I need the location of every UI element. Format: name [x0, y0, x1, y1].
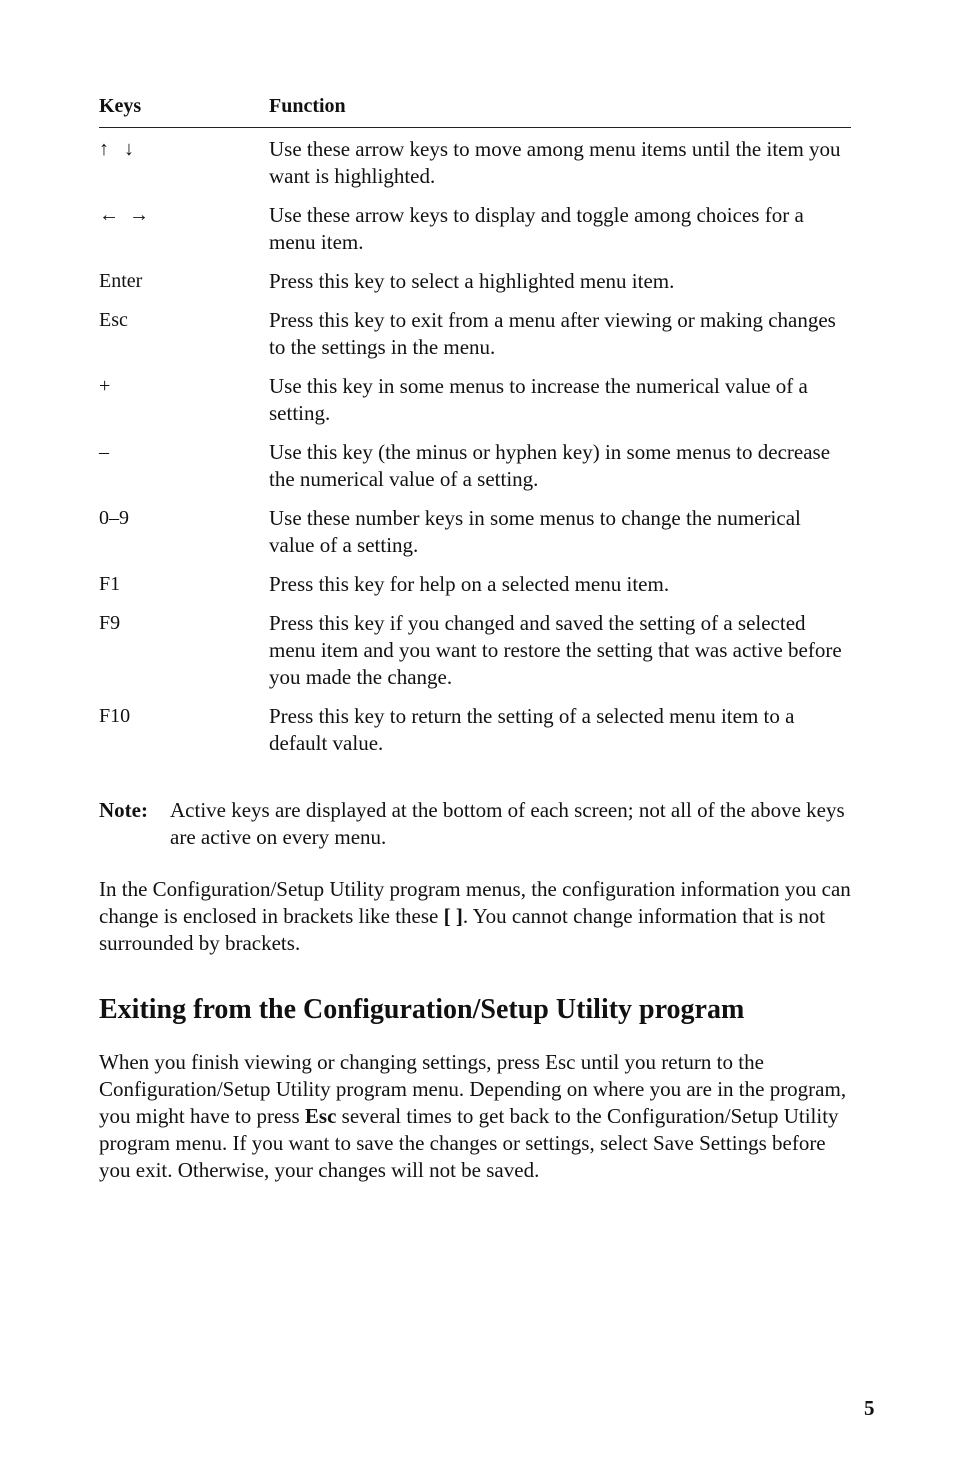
key-cell: Enter [99, 270, 143, 292]
key-cell: ← → [99, 204, 149, 226]
table-row [99, 307, 851, 373]
keys-table [99, 93, 851, 769]
paragraph-text: In the Configuration/Setup Utility program menus, the configuration information you can change is enclosed in brackets like these [99, 877, 851, 928]
brackets-paragraph [99, 876, 851, 957]
function-cell: Press this key to return the setting of a selected menu item to a default value. [269, 704, 795, 755]
paragraph-text: . You cannot change information that is not surrounded by brackets. [99, 904, 826, 955]
table-row [99, 128, 851, 203]
table-row [99, 268, 851, 307]
function-cell: Use these number keys in some menus to change the numerical value of a setting. [269, 506, 801, 557]
function-cell: Press this key to exit from a menu after viewing or making changes to the settings in the menu. [269, 308, 836, 359]
key-cell: ↑ ↓ [99, 138, 134, 160]
table-row [99, 373, 851, 439]
table-row [99, 571, 851, 610]
function-cell: Press this key if you changed and saved the setting of a selected menu item and you want to restore the setting that was active before you made the change. [269, 611, 842, 689]
section-heading: Exiting from the Configuration/Setup Utility program [99, 994, 745, 1025]
table-header-row [99, 93, 851, 128]
function-cell: Use these arrow keys to display and toggle among choices for a menu item. [269, 203, 804, 254]
key-cell: + [99, 375, 111, 397]
function-cell: Press this key to select a highlighted menu item. [269, 269, 675, 293]
key-cell: F9 [99, 612, 121, 634]
key-cell: F1 [99, 573, 121, 595]
exiting-paragraph [99, 1049, 851, 1184]
key-cell: 0–9 [99, 507, 129, 529]
function-cell: Use this key in some menus to increase the numerical value of a setting. [269, 374, 808, 425]
function-column-header: Function [269, 93, 851, 128]
table-row [99, 202, 851, 268]
page-number: 5 [864, 1396, 875, 1420]
document-page [99, 93, 851, 1184]
function-cell: Press this key for help on a selected menu item. [269, 572, 670, 596]
table-row [99, 439, 851, 505]
table-row [99, 703, 851, 769]
keys-column-header: Keys [99, 93, 269, 128]
key-cell: Esc [99, 309, 128, 331]
note [99, 797, 851, 851]
key-cell: – [99, 441, 109, 463]
key-cell: F10 [99, 705, 131, 727]
note-label: Note: [99, 798, 148, 822]
function-cell: Use these arrow keys to move among menu items until the item you want is highlighted. [269, 137, 841, 188]
note-text: Active keys are displayed at the bottom of each screen; not all of the above keys are active on every menu. [170, 798, 845, 849]
function-cell: Use this key (the minus or hyphen key) in some menus to decrease the numerical value of a setting. [269, 440, 831, 491]
brackets-symbol: [ ] [443, 904, 463, 928]
esc-key-label: Esc [304, 1104, 337, 1128]
paragraph-text: When you finish viewing or changing settings, press Esc until you return to the Configuration/Setup Utility program menu. Depending on where you are in the program, you might have to press [99, 1050, 847, 1128]
table-row [99, 610, 851, 703]
table-row [99, 505, 851, 571]
paragraph-text: several times to get back to the Configuration/Setup Utility program menu. If you want to save the changes or settings, select Save Settings before you exit. Otherwise, your changes will not be saved. [99, 1104, 839, 1182]
